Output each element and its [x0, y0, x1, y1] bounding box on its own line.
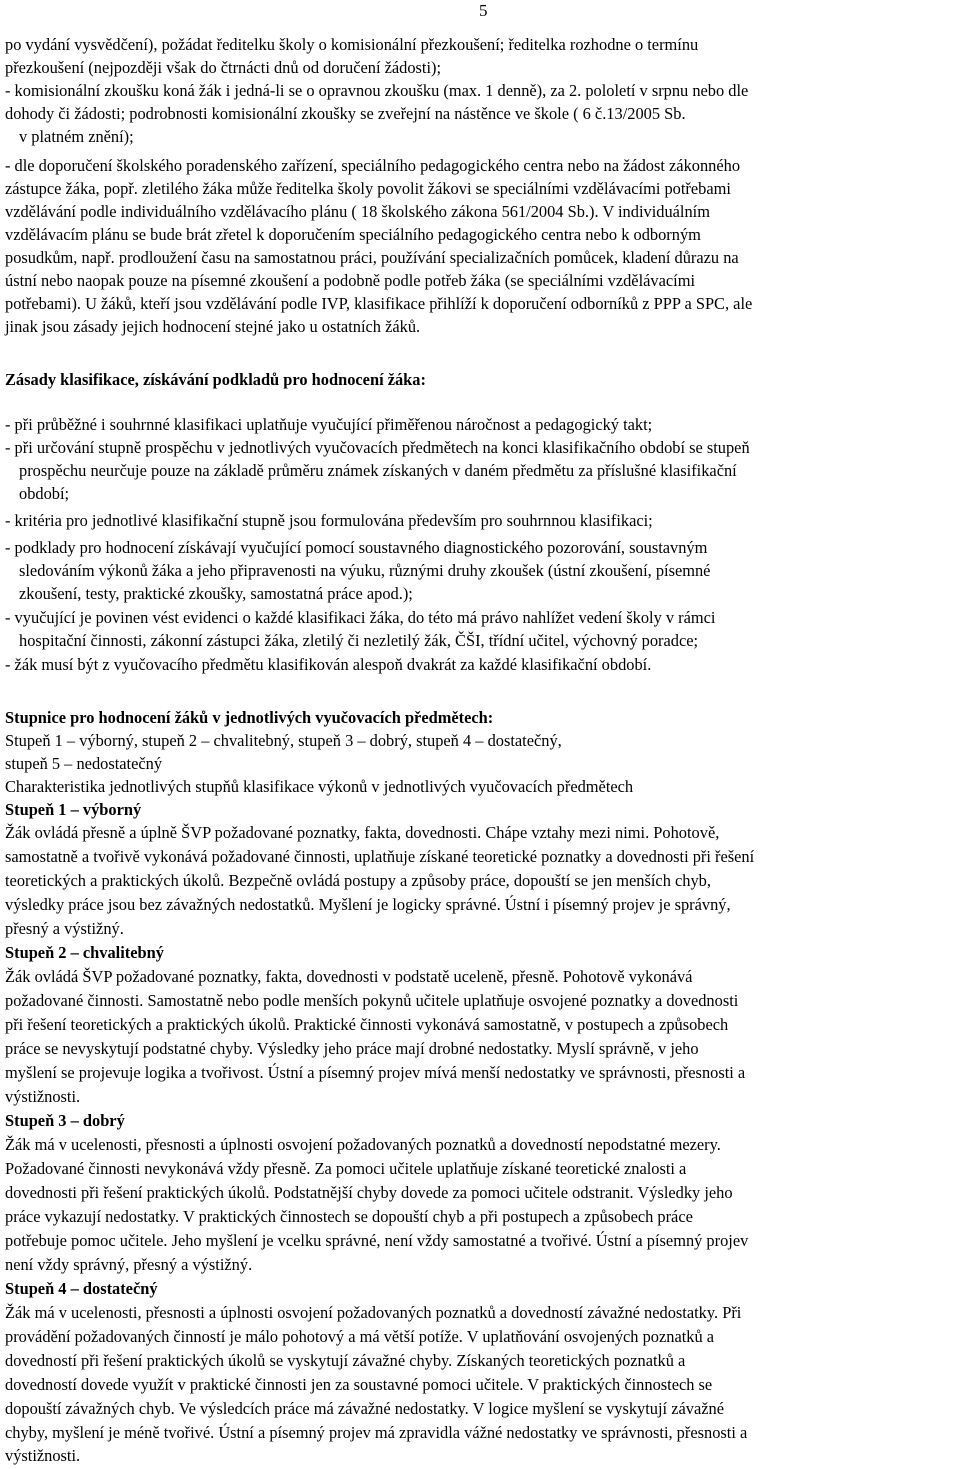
list-item-continuation: zkoušení, testy, praktické zkoušky, samostatná práce apod.);	[19, 584, 413, 603]
text-line: vzdělávacím plánu se bude brát zřetel k doporučením speciálního pedagogického centra nebo k odborným	[5, 225, 701, 244]
grade-title: Stupeň 2 – chvalitebný	[5, 943, 164, 962]
list-item: - při určování stupně prospěchu v jednotlivých vyučovacích předmětech na konci klasifikačního období se stupeň	[5, 438, 750, 457]
text-line: dovedností dovede využít v praktické činnosti jen za soustavné pomoci učitele. V praktických činnostech se	[5, 1375, 713, 1394]
text-line: dopouští závažných chyb. Ve výsledcích práce má závažné nedostatky. V logice myšlení se vyskytují závažné	[5, 1399, 724, 1418]
list-item-continuation: prospěchu neurčuje pouze na základě průměru známek získaných v daném předmětu za příslušné klasifikační	[19, 461, 737, 480]
text-line: samostatně a tvořivě vykonává požadované činnosti, uplatňuje získané teoretické poznatky a dovednosti při řešení	[5, 847, 755, 866]
text-line: práce se nevyskytují podstatné chyby. Výsledky jeho práce mají drobné nedostatky. Myslí správně, v jeho	[5, 1039, 699, 1058]
text-line: posudkům, např. prodloužení času na samostatnou práci, používání specializačních pomůcek, kladení důrazu na	[5, 248, 739, 267]
text-line: Žák má v ucelenosti, přesnosti a úplnosti osvojení požadovaných poznatků a dovedností nepodstatné mezery.	[5, 1135, 721, 1154]
grade-title: Stupeň 3 – dobrý	[5, 1111, 125, 1130]
text-line: Požadované činnosti nevykonává vždy přesně. Za pomoci učitele uplatňuje získané teoretické znalosti a	[5, 1159, 687, 1178]
text-line: Stupeň 1 – výborný, stupeň 2 – chvalitebný, stupeň 3 – dobrý, stupeň 4 – dostatečný,	[5, 731, 562, 750]
text-line: myšlení se projevuje logika a tvořivost. Ústní a písemný projev mívá menší nedostatky ve správnosti, přesnosti a	[5, 1063, 746, 1082]
text-line: Žák má v ucelenosti, přesnosti a úplnosti osvojení požadovaných poznatků a dovedností závažné nedostatky. Při	[5, 1303, 742, 1322]
list-item: - při průběžné i souhrnné klasifikaci uplatňuje vyučující přiměřenou náročnost a pedagogický takt;	[5, 415, 653, 434]
list-item: - vyučující je povinen vést evidenci o každé klasifikaci žáka, do této má právo nahlížet vedení školy v rámci	[5, 608, 716, 627]
text-line: přesný a výstižný.	[5, 919, 124, 938]
text-line: požadované činnosti. Samostatně nebo podle menších pokynů učitele uplatňuje osvojené poznatky a dovednosti	[5, 991, 739, 1010]
text-line: potřebami). U žáků, kteří jsou vzdělávání podle IVP, klasifikace přihlíží k doporučení odborníků z PPP a SPC, ale	[5, 294, 753, 313]
list-item: - kritéria pro jednotlivé klasifikační stupně jsou formulována především pro souhrnnou klasifikaci;	[5, 511, 653, 530]
list-item-continuation: období;	[19, 484, 70, 503]
page-number: 5	[479, 1, 488, 20]
text-line: práce vykazují nedostatky. V praktických činnostech se dopouští chyb a při postupech a způsobech práce	[5, 1207, 693, 1226]
text-line: zástupce žáka, popř. zletilého žáka může ředitelka školy povolit žákovi se speciálními vzdělávacími potřebami	[5, 179, 731, 198]
list-item: - žák musí být z vyučovacího předmětu klasifikován alespoň dvakrát za každé klasifikační období.	[5, 655, 652, 674]
text-line: potřebuje pomoc učitele. Jeho myšlení je vcelku správné, není vždy samostatné a tvořivé. Ústní a písemný projev	[5, 1231, 749, 1250]
text-line: vzdělávání podle individuálního vzdělávacího plánu ( 18 školského zákona 561/2004 Sb.). V individuálním	[5, 202, 710, 221]
text-line: dovednosti při řešení praktických úkolů. Podstatnější chyby dovede za pomoci učitele odstranit. Výsledky jeho	[5, 1183, 733, 1202]
text-line: stupeň 5 – nedostatečný	[5, 754, 163, 773]
text-line: není vždy správný, přesný a výstižný.	[5, 1255, 253, 1274]
text-line: Charakteristika jednotlivých stupňů klasifikace výkonů v jednotlivých vyučovacích předmětech	[5, 777, 634, 796]
text-line: v platném znění);	[19, 127, 134, 146]
text-line: při řešení teoretických a praktických úkolů. Praktické činnosti vykonává samostatně, v postupech a způsobech	[5, 1015, 729, 1034]
list-item-continuation: hospitační činnosti, zákonní zástupci žáka, zletilý či nezletilý žák, ČŠI, třídní učitel, výchovný poradce;	[19, 631, 699, 650]
text-line: jinak jsou zásady jejich hodnocení stejné jako u ostatních žáků.	[5, 317, 421, 336]
text-line: - komisionální zkoušku koná žák i jedná-li se o opravnou zkoušku (max. 1 denně), za 2. pololetí v srpnu nebo dle	[5, 81, 749, 100]
text-line: výstižnosti.	[5, 1446, 81, 1465]
text-line: provádění požadovaných činností je málo pohotový a má větší potíže. V uplatňování osvojených poznatků a	[5, 1327, 715, 1346]
text-line: Žák ovládá přesně a úplně ŠVP požadované poznatky, fakta, dovednosti. Chápe vztahy mezi nimi. Pohotově,	[5, 823, 720, 842]
text-line: přezkoušení (nejpozději však do čtrnácti dnů od doručení žádosti);	[5, 58, 442, 77]
text-line: Žák ovládá ŠVP požadované poznatky, fakta, dovednosti v podstatě uceleně, přesně. Pohotově vykonává	[5, 967, 693, 986]
text-line: výstižnosti.	[5, 1087, 81, 1106]
grade-title: Stupeň 1 – výborný	[5, 800, 142, 819]
text-line: chyby, myšlení je méně tvořivé. Ústní a písemný projev má zpravidla vážné nedostatky ve správnosti, přesnosti a	[5, 1423, 748, 1442]
text-line: po vydání vysvědčení), požádat ředitelku školy o komisionální přezkoušení; ředitelka rozhodne o termínu	[5, 35, 699, 54]
text-line: dovedností při řešení praktických úkolů se vyskytují závažné chyby. Získaných teoretických poznatků a	[5, 1351, 686, 1370]
text-line: teoretických a praktických úkolů. Bezpečně ovládá postupy a způsoby práce, dopouští se jen menších chyb,	[5, 871, 711, 890]
text-line: - dle doporučení školského poradenského zařízení, speciálního pedagogického centra nebo na žádost zákonného	[5, 156, 741, 175]
text-line: dohody či žádosti; podrobnosti komisionální zkoušky se zveřejní na nástěnce ve škole ( 6 č.13/2005 Sb.	[5, 104, 686, 123]
section-heading: Stupnice pro hodnocení žáků v jednotlivých vyučovacích předmětech:	[5, 708, 494, 727]
section-heading: Zásady klasifikace, získávání podkladů pro hodnocení žáka:	[5, 370, 426, 389]
list-item-continuation: sledováním výkonů žáka a jeho připravenosti na výuku, různými druhy zkoušek (ústní zkoušení, písemné	[19, 561, 711, 580]
text-line: výsledky práce jsou bez závažných nedostatků. Myšlení je logicky správné. Ústní i písemný projev je správný,	[5, 895, 731, 914]
list-item: - podklady pro hodnocení získávají vyučující pomocí soustavného diagnostického pozorování, soustavným	[5, 538, 708, 557]
text-line: ústní nebo naopak pouze na písemné zkoušení a podobně podle potřeb žáka (se speciálními vzdělávacími	[5, 271, 695, 290]
grade-title: Stupeň 4 – dostatečný	[5, 1279, 158, 1298]
